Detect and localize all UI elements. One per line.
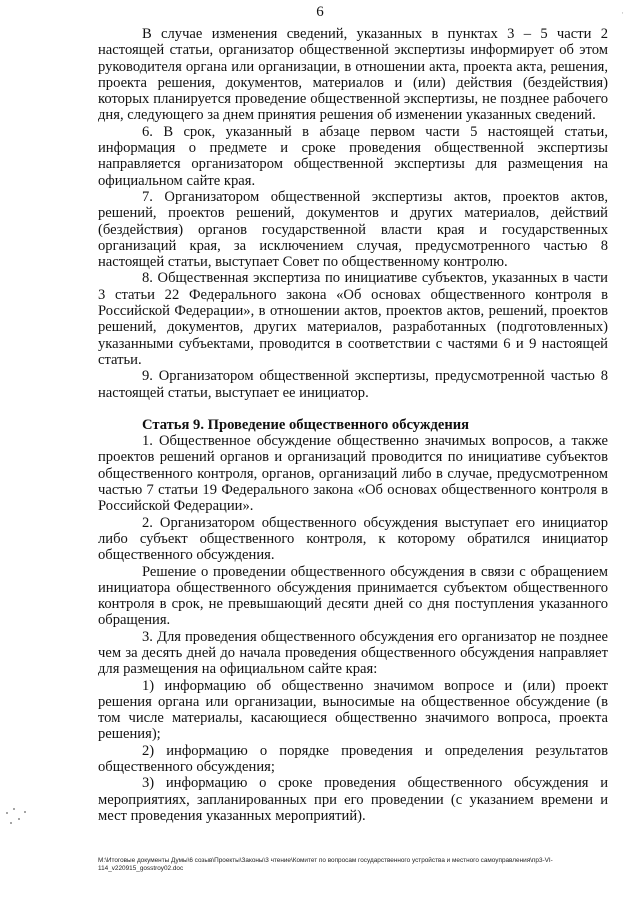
section-gap bbox=[98, 401, 608, 417]
page-number: 6 bbox=[316, 4, 324, 20]
paragraph: 7. Организатором общественной экспертизы актов, проектов актов, решений, проектов решений, документов и других материалов, действий (бездействия) органов государственной власти края и государственных организаций края, за исключением случая, предусмотренного частью 8 настоящей статьи, выступает Совет по общественному контролю. bbox=[98, 188, 608, 271]
paragraph: 1. Общественное обсуждение общественно значимых вопросов, а также проектов решений органов и организаций проводится по инициативе субъектов общественного контроля, органов, организаций либо в случае, предусмотренном частью 7 статьи 19 Федерального закона «Об основах общественного контроля в Российской Федерации». bbox=[98, 433, 608, 515]
paragraph: 8. Общественная экспертиза по инициативе субъектов, указанных в части 3 статьи 22 Федерального закона «Об основах общественного контроля в Российской Федерации», в отношении актов, проектов актов, решений, проектов решений, документов, других материалов, разработанных (подготовленных) указанными субъектами, проводится в соответствии с частями 6 и 9 настоящей статьи. bbox=[98, 270, 608, 368]
paragraph: 2) информацию о порядке проведения и определения результатов общественного обсуждения; bbox=[98, 742, 608, 776]
paragraph: 3) информацию о сроке проведения общественного обсуждения и мероприятиях, запланированных при его проведении (с указанием времени и мест проведения указанных мероприятий). bbox=[98, 775, 608, 824]
paragraph: 6. В срок, указанный в абзаце первом части 5 настоящей статьи, информация о предмете и сроке проведения общественной экспертизы направляется организатором общественной экспертизы для размещения на официальном сайте края. bbox=[98, 123, 608, 189]
paragraph: 3. Для проведения общественного обсуждения его организатор не позднее чем за десять дней до начала проведения общественного обсуждения направляет для размещения на официальном сайте края: bbox=[98, 628, 608, 678]
scan-mark: · bbox=[621, 8, 624, 18]
paragraph: Решение о проведении общественного обсуждения в связи с обращением инициатора общественного обсуждения принимается субъектом общественного контроля в срок, не превышающий десяти дней со дня поступления указанного обращения. bbox=[98, 563, 608, 629]
paragraph: В случае изменения сведений, указанных в пунктах 3 – 5 части 2 настоящей статьи, организатор общественной экспертизы информирует об этом руководителя органа или организации, в отношении акта, проекта акта, решения, проекта решения, документов, материалов и (или) действия (бездействия) которых планируется проведение общественной экспертизы, не позднее рабочего дня, следующего за днем принятия решения об изменении указанных сведений. bbox=[98, 26, 608, 124]
paragraph: 1) информацию об общественно значимом вопросе и (или) проект решения органа или организации, выносимые на общественное обсуждение (в том числе материалы, касающиеся общественно значимого вопроса, проекта решения); bbox=[98, 677, 608, 743]
file-path-footer: M:\Итоговые документы Думы\6 созыв\Проекты\Законы\3 чтение\Комитет по вопросам государственного устройства и местного самоуправления\пр3-VI-114_v220915_gosstroy02.doc bbox=[98, 857, 553, 872]
document-body bbox=[98, 26, 608, 824]
article-heading: Статья 9. Проведение общественного обсуждения bbox=[142, 416, 470, 433]
paragraph: 2. Организатором общественного обсуждения выступает его инициатор либо субъект общественного контроля, к которому обратился инициатор общественного обсуждения. bbox=[98, 514, 608, 564]
paragraph: 9. Организатором общественной экспертизы, предусмотренной частью 8 настоящей статьи, выступает ее инициатор. bbox=[98, 368, 608, 401]
